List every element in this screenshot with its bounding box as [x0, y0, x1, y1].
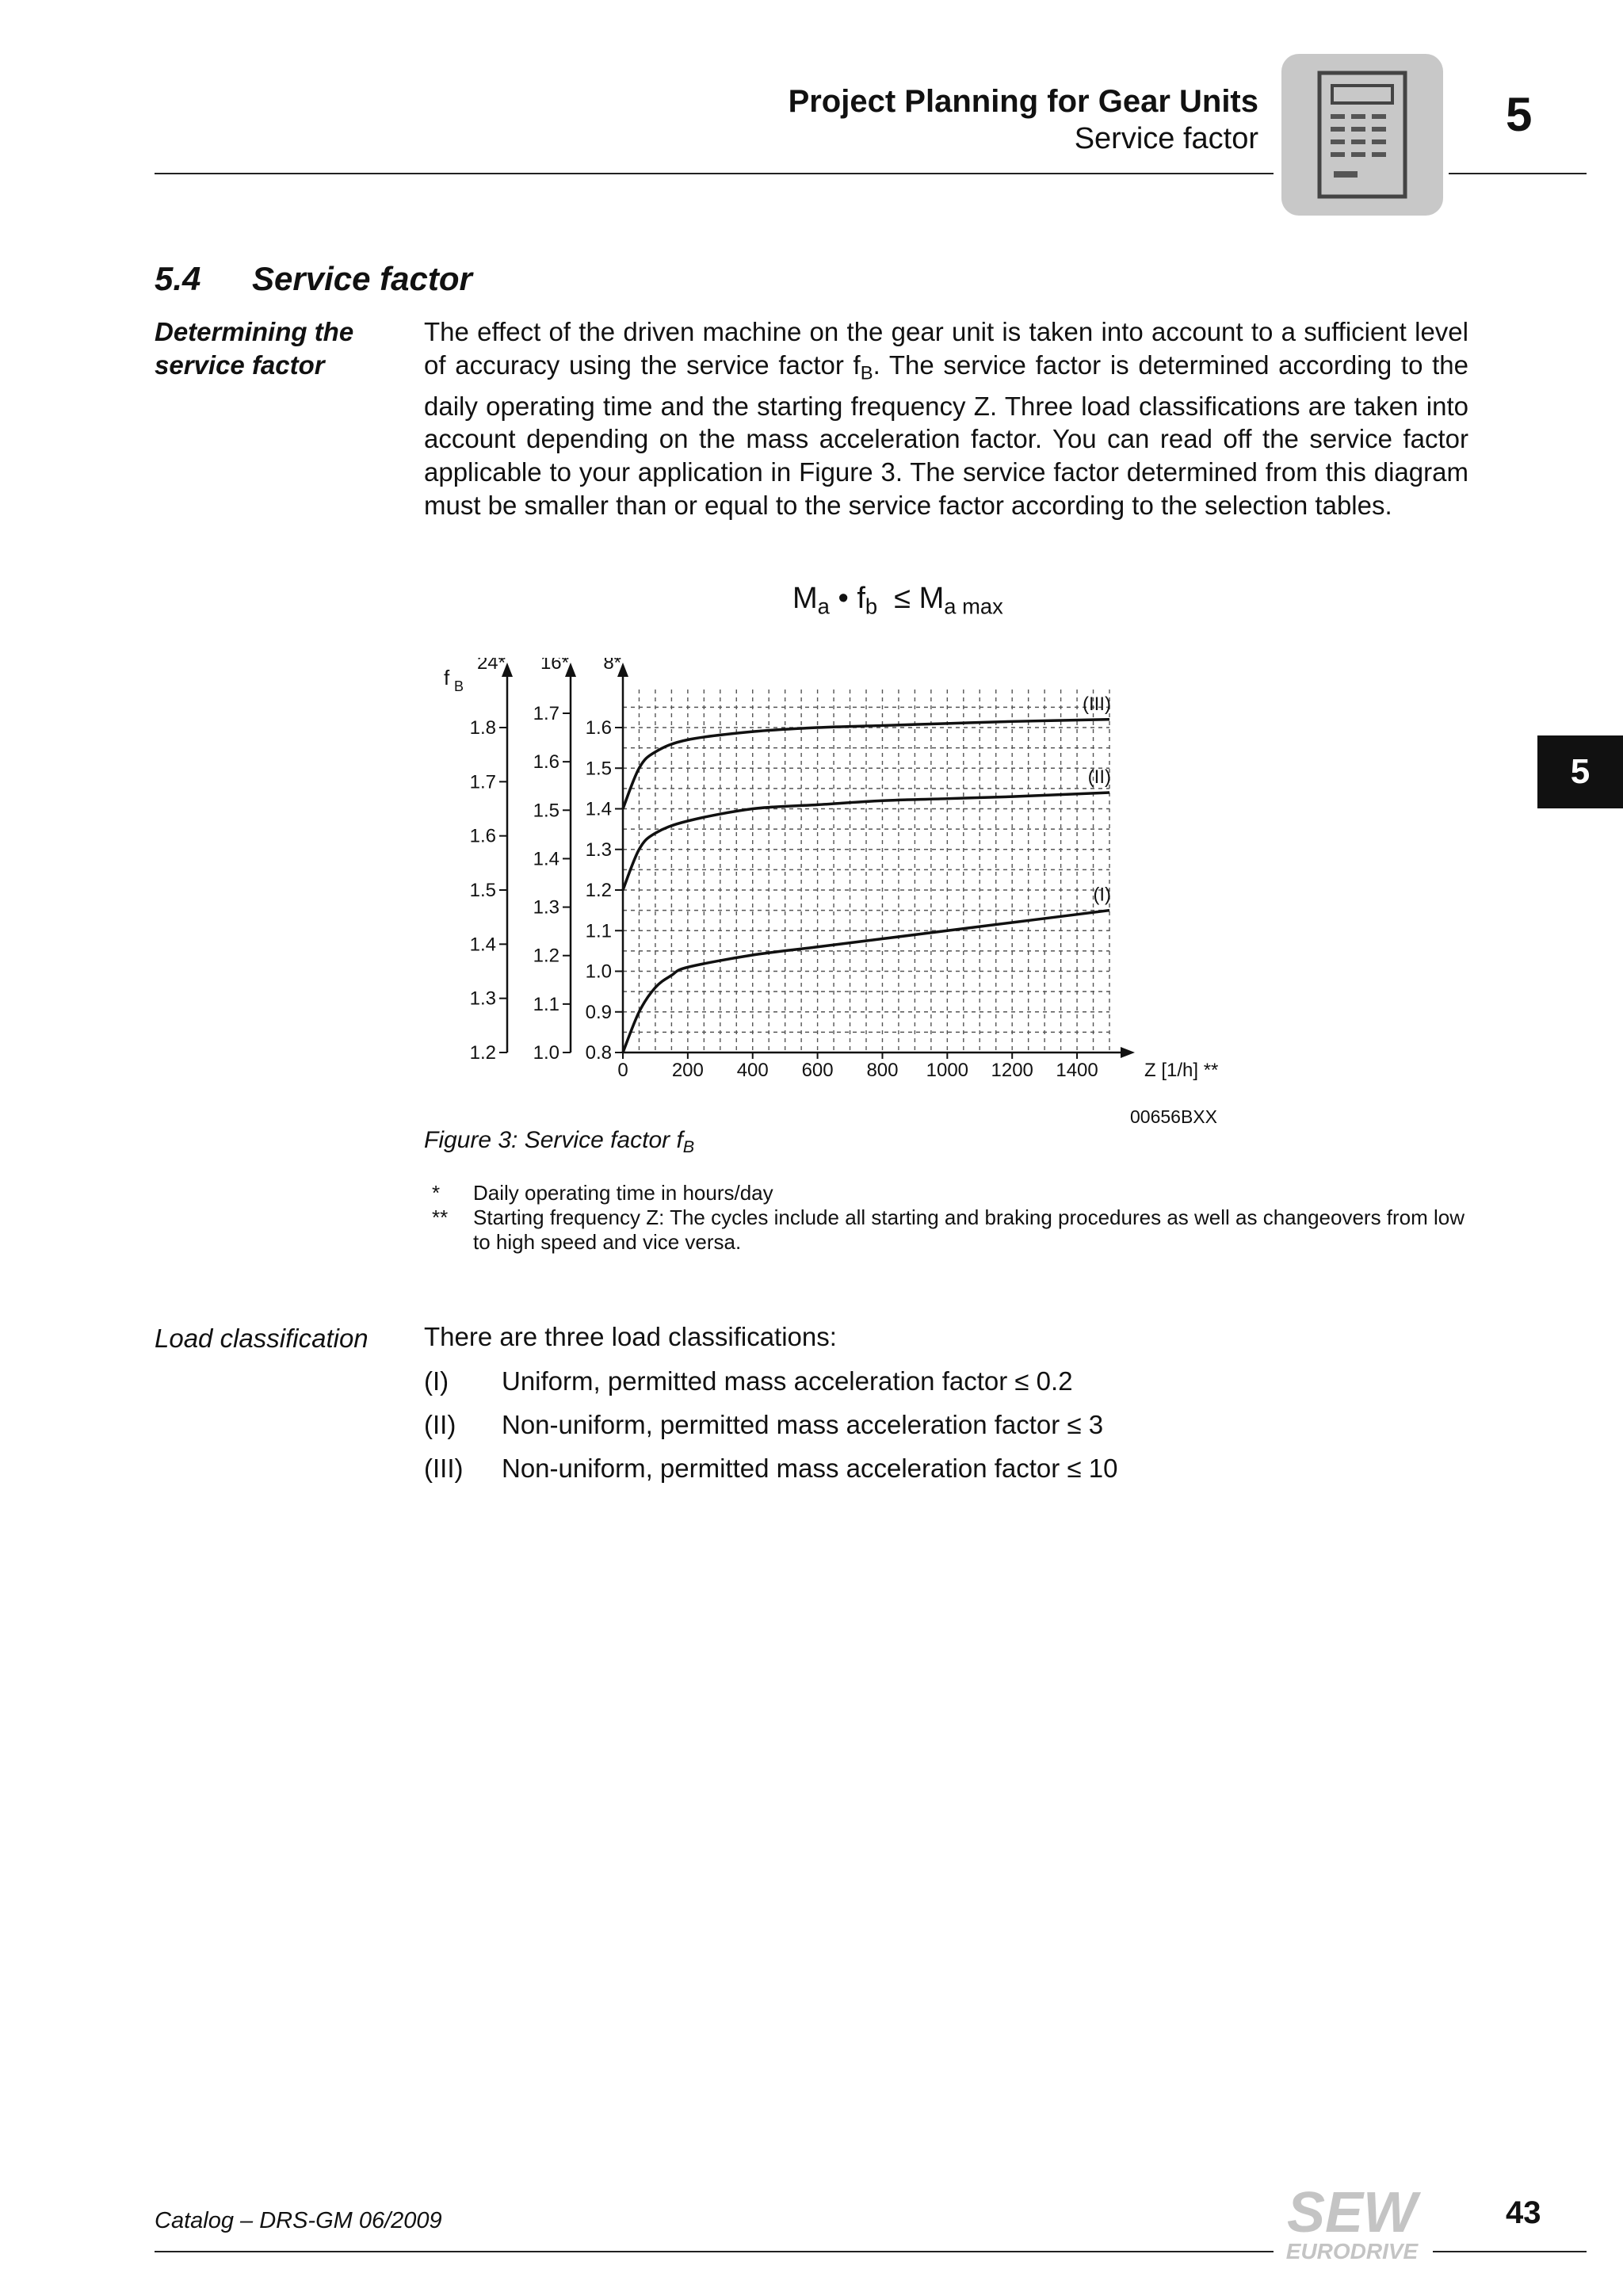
subscript: B — [860, 362, 873, 384]
y-tick-label: 1.7 — [533, 703, 559, 724]
chapter-number: 5 — [1506, 88, 1533, 141]
margin-label-line: service factor — [155, 350, 325, 380]
sew-eurodrive-logo — [1273, 2179, 1431, 2275]
margin-label-determining — [155, 315, 392, 382]
load-intro: There are three load classifications: — [424, 1322, 837, 1351]
formula-le: ≤ — [894, 582, 911, 615]
header-rule — [155, 173, 1274, 174]
y-tick-label: 1.5 — [469, 880, 496, 901]
caption-sub: B — [682, 1137, 695, 1157]
formula — [792, 582, 1003, 620]
footer-catalog: Catalog – DRS-GM 06/2009 — [155, 2208, 442, 2233]
formula-term: f — [857, 582, 865, 615]
series-label: (I) — [1093, 884, 1111, 906]
x-tick-label: 1400 — [1056, 1060, 1098, 1081]
y-axis-label-sub: B — [454, 678, 464, 694]
footnote-text: Daily operating time in hours/day — [473, 1181, 773, 1205]
x-tick-label: 200 — [671, 1060, 704, 1081]
footnote-text: Starting frequency Z: The cycles include all starting and braking procedures as well as changeovers from low to high speed and vice versa. — [473, 1205, 1465, 1254]
figure-code: 00656BXX — [1130, 1106, 1217, 1127]
load-item-number: (III) — [424, 1454, 464, 1483]
y-tick-label: 1.6 — [469, 825, 496, 847]
header-subtitle: Service factor — [1074, 122, 1258, 155]
y-tick-label: 0.8 — [585, 1042, 612, 1064]
chapter-tab: 5 — [1537, 735, 1623, 808]
page-number: 43 — [1506, 2195, 1541, 2230]
load-item-text: Non-uniform, permitted mass acceleration factor ≤ 10 — [502, 1454, 1118, 1483]
formula-sub: b — [865, 594, 878, 619]
load-item-text: Uniform, permitted mass acceleration factor ≤ 0.2 — [502, 1366, 1073, 1396]
x-tick-label: 1200 — [991, 1060, 1033, 1081]
y-tick-label: 1.3 — [469, 988, 496, 1010]
section-title: Service factor — [252, 260, 472, 297]
y-axis-label: f — [444, 666, 450, 690]
arrow-right-icon — [1121, 1047, 1135, 1058]
footer-rule — [155, 2251, 1274, 2252]
x-tick-label: 800 — [866, 1060, 899, 1081]
y-tick-label: 1.2 — [533, 945, 559, 967]
chart-grid — [623, 690, 1109, 1052]
formula-sub: a max — [944, 594, 1003, 619]
paragraph-text: . The service factor is determined according to the daily operating time and the starting frequency Z. Three load classifications are taken into account depending on the mass acceleration factor. You can read off the service factor applicable to your application in Figure 3. The service factor determined from this diagram must be smaller than or equal to the service factor according to the selection tables. — [424, 350, 1468, 520]
y-tick-label: 1.3 — [585, 839, 612, 861]
y-axis-title: 24* — [476, 658, 506, 674]
load-item-number: (II) — [424, 1410, 456, 1439]
body-paragraph — [424, 315, 1468, 521]
calculator-icon — [1281, 54, 1443, 216]
caption-text: Figure 3: Service factor f — [424, 1127, 683, 1153]
formula-dot: • — [838, 582, 849, 615]
section-number: 5.4 — [155, 260, 201, 297]
x-axis-label: Z [1/h] ** — [1144, 1060, 1219, 1081]
margin-label-line: Determining the — [155, 317, 354, 346]
margin-label-load: Load classification — [155, 1324, 369, 1353]
header-rule-right — [1449, 173, 1587, 174]
service-factor-chart — [428, 658, 1244, 1133]
figure-caption — [424, 1127, 694, 1157]
y-axis-title: 8* — [603, 658, 621, 674]
y-tick-label: 1.4 — [585, 798, 612, 820]
y-tick-label: 1.6 — [585, 717, 612, 739]
formula-term: M — [792, 582, 818, 615]
x-tick-label: 600 — [801, 1060, 834, 1081]
y-tick-label: 1.5 — [533, 800, 559, 822]
footer-rule-right — [1433, 2251, 1587, 2252]
y-tick-label: 0.9 — [585, 1001, 612, 1023]
y-tick-label: 1.4 — [469, 934, 496, 956]
load-item-text: Non-uniform, permitted mass acceleration factor ≤ 3 — [502, 1410, 1104, 1439]
y-tick-label: 1.3 — [533, 896, 559, 919]
series-label: (II) — [1087, 766, 1111, 788]
logo-text: SEW — [1286, 2181, 1418, 2244]
y-tick-label: 1.0 — [533, 1042, 559, 1064]
y-tick-label: 1.2 — [585, 880, 612, 901]
header-title: Project Planning for Gear Units — [788, 84, 1258, 119]
y-tick-label: 1.1 — [533, 993, 559, 1015]
footnote-mark: * — [432, 1181, 441, 1205]
y-tick-label: 1.6 — [533, 751, 559, 774]
paragraph-text: The effect of the driven machine on the gear unit is taken into account to a sufficient level of accuracy using the service factor f — [424, 317, 1468, 380]
y-tick-label: 1.2 — [469, 1042, 496, 1064]
formula-term: M — [918, 582, 945, 615]
x-tick-label: 1000 — [926, 1060, 969, 1081]
y-tick-label: 1.7 — [469, 771, 496, 793]
formula-sub: a — [817, 594, 830, 619]
x-tick-label: 0 — [617, 1060, 628, 1081]
series-label: (III) — [1083, 693, 1111, 715]
y-tick-label: 1.0 — [585, 961, 612, 983]
y-tick-label: 1.8 — [469, 717, 496, 739]
footnote-mark: ** — [432, 1205, 449, 1229]
y-tick-label: 1.5 — [585, 758, 612, 780]
chart-series — [623, 693, 1111, 1052]
y-tick-label: 1.1 — [585, 920, 612, 942]
y-axis-title: 16* — [540, 658, 569, 674]
x-tick-label: 400 — [736, 1060, 769, 1081]
logo-subtext: EURODRIVE — [1285, 2239, 1419, 2264]
y-tick-label: 1.4 — [533, 848, 559, 870]
load-item-number: (I) — [424, 1366, 449, 1396]
